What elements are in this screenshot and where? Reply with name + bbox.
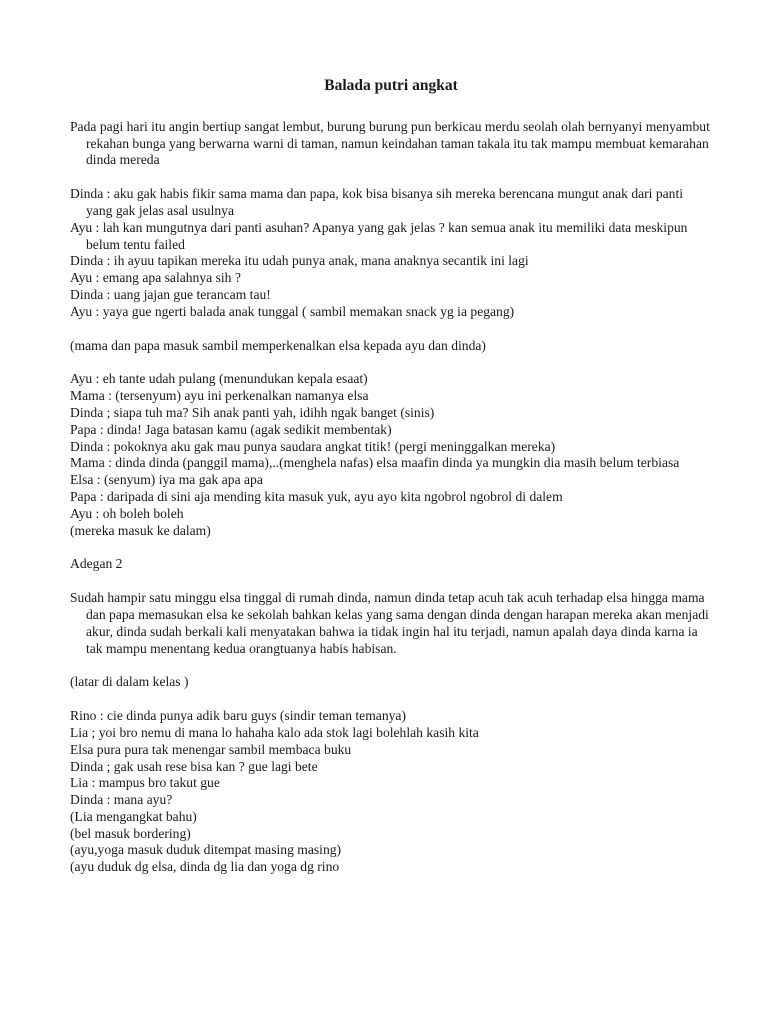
paragraph-spacer (70, 573, 710, 590)
paragraph: (mereka masuk ke dalam) (70, 522, 211, 538)
document-body (70, 119, 710, 876)
paragraph: Papa : daripada di sini aja mending kita masuk yuk, ayu ayo kita ngobrol ngobrol di dalem (70, 488, 563, 504)
paragraph: Sudah hampir satu minggu elsa tinggal di rumah dinda, namun dinda tetap acuh tak acuh terhadap elsa hingga mama dan papa memasukan elsa ke sekolah bahkan kelas yang sama dengan dinda dengan harapan mereka akan menjadi akur, dinda sudah berkali kali menyatakan bahwa ia tidak ingin hal itu terjadi, namun apalah daya dinda karna ia tak mampu menentang kedua orangtuanya habis habisan. (70, 590, 709, 656)
paragraph: Elsa pura pura tak menengar sambil membaca buku (70, 741, 352, 757)
paragraph: Dinda : pokoknya aku gak mau punya saudara angkat titik! (pergi meninggalkan mereka) (70, 438, 556, 454)
paragraph: Adegan 2 (70, 556, 123, 572)
paragraph: Ayu : emang apa salahnya sih ? (70, 270, 241, 286)
paragraph: Elsa : (senyum) iya ma gak apa apa (70, 472, 263, 488)
paragraph-spacer (70, 169, 710, 186)
paragraph: Dinda ; gak usah rese bisa kan ? gue lagi bete (70, 758, 318, 774)
paragraph: (ayu,yoga masuk duduk ditempat masing masing) (70, 842, 342, 858)
paragraph: Ayu : eh tante udah pulang (menundukan kepala esaat) (70, 371, 368, 387)
paragraph: (ayu duduk dg elsa, dinda dg lia dan yoga dg rino (70, 859, 340, 875)
paragraph: Dinda : mana ayu? (70, 792, 173, 808)
paragraph: Dinda ; siapa tuh ma? Sih anak panti yah, idihh ngak banget (sinis) (70, 404, 435, 420)
paragraph: Pada pagi hari itu angin bertiup sangat lembut, burung burung pun berkicau merdu seolah olah bernyanyi menyambut rekahan bunga yang berwarna warni di taman, namun keindahan taman takala itu tak mampu membuat kemarahan dinda mereda (70, 118, 710, 168)
paragraph-spacer (70, 691, 710, 708)
paragraph: Mama : dinda dinda (panggil mama),..(menghela nafas) elsa maafin dinda ya mungkin dia masih belum terbiasa (70, 455, 680, 471)
paragraph: Ayu : oh boleh boleh (70, 505, 184, 521)
paragraph: Papa : dinda! Jaga batasan kamu (agak sedikit membentak) (70, 421, 392, 437)
paragraph: Dinda : uang jajan gue terancam tau! (70, 286, 271, 302)
paragraph: Dinda : aku gak habis fikir sama mama dan papa, kok bisa bisanya sih mereka berencana mungut anak dari panti yang gak jelas asal usulnya (70, 186, 684, 218)
document-page (70, 78, 710, 876)
paragraph: (Lia mengangkat bahu) (70, 808, 197, 824)
paragraph: Ayu : lah kan mungutnya dari panti asuhan? Apanya yang gak jelas ? kan semua anak itu memiliki data meskipun belum tentu failed (70, 219, 688, 252)
paragraph-spacer (70, 539, 710, 556)
paragraph: Rino : cie dinda punya adik baru guys (sindir teman temanya) (70, 708, 406, 724)
paragraph: Lia ; yoi bro nemu di mana lo hahaha kalo ada stok lagi bolehlah kasih kita (70, 724, 479, 740)
document-title: Balada putri angkat (324, 77, 458, 94)
paragraph-spacer (70, 321, 710, 338)
paragraph-spacer (70, 354, 710, 371)
paragraph: Mama : (tersenyum) ayu ini perkenalkan namanya elsa (70, 388, 369, 404)
paragraph: (bel masuk bordering) (70, 825, 191, 841)
paragraph: Dinda : ih ayuu tapikan mereka itu udah punya anak, mana anaknya secantik ini lagi (70, 253, 529, 269)
paragraph: (latar di dalam kelas ) (70, 674, 189, 690)
paragraph: Ayu : yaya gue ngerti balada anak tunggal ( sambil memakan snack yg ia pegang) (70, 303, 515, 319)
paragraph-spacer (70, 657, 710, 674)
paragraph: (mama dan papa masuk sambil memperkenalkan elsa kepada ayu dan dinda) (70, 337, 486, 353)
paragraph: Lia : mampus bro takut gue (70, 775, 220, 791)
